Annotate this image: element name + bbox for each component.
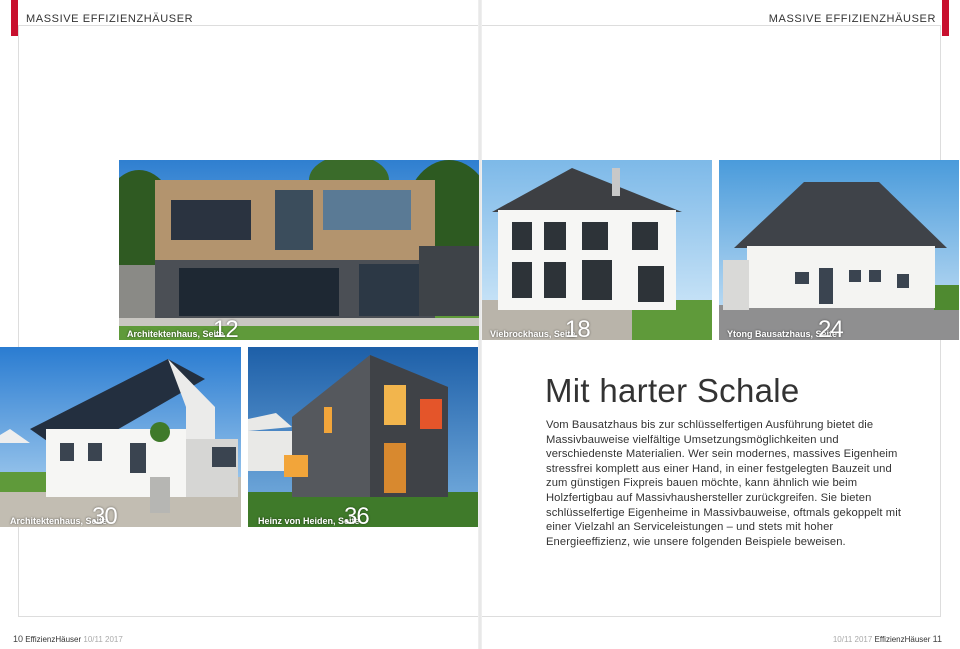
house-illustration (0, 347, 241, 527)
right-issue: 10/11 2017 (832, 635, 873, 644)
photo-caption: Viebrockhaus, Seite (490, 329, 576, 339)
left-section-label: MASSIVE EFFIZIENZHÄUSER (26, 13, 194, 25)
photo-architektenhaus-12 (119, 160, 479, 340)
house-illustration (119, 160, 479, 340)
house-illustration (719, 160, 959, 340)
photo-page-number: 24 (818, 316, 843, 340)
photo-viebrockhaus-18 (482, 160, 712, 340)
right-section-marker (942, 0, 949, 36)
house-illustration (248, 347, 478, 527)
article-body: Vom Bausatzhaus bis zur schlüsselfertigen Ausführung bietet die Massivbauweise vielfältige Umsetzungsmöglichkeiten und verschiedenste Materialien. Wer sein modernes, massives Eigenheim stressfrei komplett aus einer Hand, in einer festgelegten Bauzeit und zum günstigen Fixpreis bauen möchte, kann ähnlich wie beim Holzfertigbau auf Massivhaushersteller zurückgreifen. Sie bieten schlüsselfertige Eigenheime in Massivbauweise, oftmals gekoppelt mit einer Vielzahl an Serviceleistungen – und stets mit hoher Energieeffizienz, wie unsere folgenden Beispiele beweisen. (546, 419, 902, 548)
left-issue: 10/11 2017 (83, 635, 123, 644)
photo-caption: Architektenhaus, Seite (127, 329, 225, 339)
photo-caption: Ytong Bausatzhaus, Seite (727, 329, 838, 339)
photo-caption: Architektenhaus, Seite (10, 516, 108, 526)
house-illustration (482, 160, 712, 340)
right-magazine-name: EffizienzHäuser (874, 635, 931, 644)
photo-ytong-bausatzhaus-24 (719, 160, 959, 340)
left-footer (13, 634, 123, 644)
right-footer (833, 634, 942, 644)
photo-page-number: 36 (344, 503, 369, 527)
left-page-number: 10 (13, 634, 24, 644)
article-headline: Mit harter Schale (545, 372, 800, 409)
left-magazine-name: EffizienzHäuser (25, 635, 82, 644)
photo-heinz-von-heiden-36 (248, 347, 478, 527)
photo-page-number: 12 (213, 316, 238, 340)
right-section-label: MASSIVE EFFIZIENZHÄUSER (768, 13, 936, 25)
photo-page-number: 18 (565, 316, 590, 340)
left-section-marker (11, 0, 18, 36)
photo-page-number: 30 (92, 503, 117, 527)
photo-architektenhaus-30 (0, 347, 241, 527)
photo-caption: Heinz von Heiden, Seite (258, 516, 360, 526)
right-page-number: 11 (932, 634, 942, 644)
